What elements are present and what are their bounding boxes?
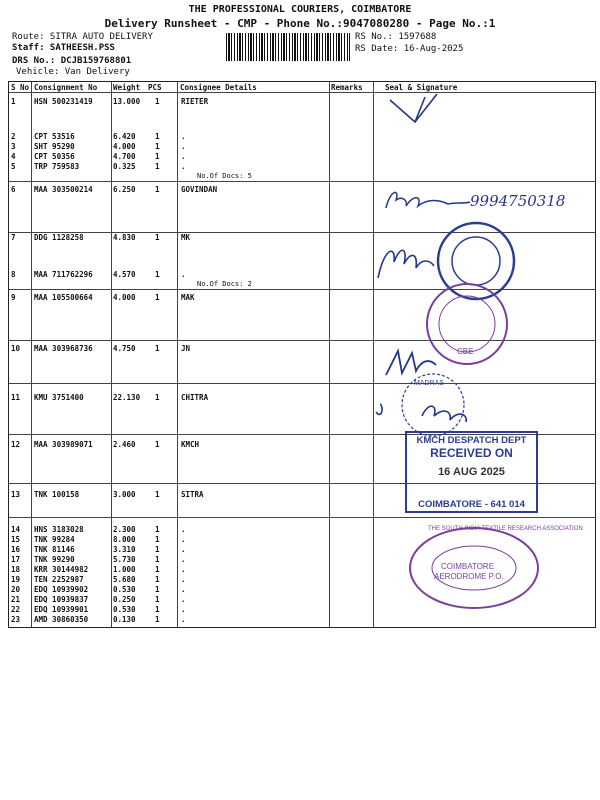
col-seal: Seal & Signature [385,83,458,92]
row-pcs: 1 [155,97,160,106]
row-consignee: . [181,565,186,574]
signature-govindan [382,186,472,212]
row-weight: 4.000 [113,142,136,151]
row-weight: 6.250 [113,185,136,194]
row-weight: 4.830 [113,233,136,242]
row-sno: 17 [11,555,21,564]
row-weight: 3.000 [113,490,136,499]
row-pcs: 1 [155,185,160,194]
col-consignment: Consignment No [34,83,98,92]
row-sno: 6 [11,185,16,194]
row-sno: 18 [11,565,21,574]
row-consignee: RIETER [181,97,209,106]
row-pcs: 1 [155,440,160,449]
kmch-stamp-city: COIMBATORE - 641 014 [418,499,525,510]
row-consignment: EDQ 10939901 [34,605,89,614]
row-sno: 16 [11,545,21,554]
row-consignment: TNK 81146 [34,545,75,554]
row-weight: 2.300 [113,525,136,534]
row-pcs: 1 [155,490,160,499]
row-pcs: 1 [155,525,160,534]
row-weight: 0.530 [113,605,136,614]
row-consignment: MAA 711762296 [34,270,93,279]
row-sno: 5 [11,162,16,171]
barcode [226,33,350,61]
handwritten-phone: 9994750318 [470,192,566,210]
row-sno: 11 [11,393,21,402]
row-consignment: DDG 1128258 [34,233,84,242]
row-pcs: 1 [155,565,160,574]
col-consignee: Consignee Details [180,83,257,92]
row-consignment: MAA 303500214 [34,185,93,194]
row-pcs: 1 [155,545,160,554]
row-pcs: 1 [155,585,160,594]
row-consignment: CPT 50356 [34,152,75,161]
row-pcs: 1 [155,132,160,141]
sitra-seal-center2: AERODROME P.O. [434,572,504,581]
row-weight: 8.000 [113,535,136,544]
row-sno: 4 [11,152,16,161]
row-pcs: 1 [155,615,160,624]
row-weight: 0.325 [113,162,136,171]
row-consignment: HNS 3183028 [34,525,84,534]
row-pcs: 1 [155,293,160,302]
row-weight: 0.130 [113,615,136,624]
row-pcs: 1 [155,555,160,564]
row-consignee: . [181,525,186,534]
row-consignment: AMD 30860350 [34,615,89,624]
row-pcs: 1 [155,393,160,402]
route-label: Route: SITRA AUTO DELIVERY [12,32,153,42]
col-remarks: Remarks [331,83,363,92]
row-consignment: TNK 100158 [34,490,80,499]
row-weight: 13.000 [113,97,141,106]
row-sno: 7 [11,233,16,242]
signature-chitra [372,398,502,428]
row-consignment: MAA 303989071 [34,440,93,449]
row-pcs: 1 [155,142,160,151]
row-consignment: MAA 105500664 [34,293,93,302]
row-sno: 15 [11,535,21,544]
row-weight: 4.700 [113,152,136,161]
row-consignee: KMCH [181,440,200,449]
row-consignee: . [181,142,186,151]
row-consignee: . [181,132,186,141]
row-weight: 5.680 [113,575,136,584]
docs-count-group1: No.Of Docs: 5 [197,172,252,180]
row-weight: 1.000 [113,565,136,574]
row-sno: 13 [11,490,21,499]
row-sno: 23 [11,615,21,624]
row-weight: 22.130 [113,393,141,402]
row-consignment: KRR 30144982 [34,565,89,574]
row-consignment: EDQ 10939902 [34,585,89,594]
row-consignee: JN [181,344,191,353]
row-sno: 20 [11,585,21,594]
row-pcs: 1 [155,605,160,614]
col-sno: S No [11,83,30,92]
row-consignment: EDQ 10939837 [34,595,89,604]
row-consignee: CHITRA [181,393,209,402]
row-weight: 4.570 [113,270,136,279]
row-consignee: GOVINDAN [181,185,218,194]
row-pcs: 1 [155,162,160,171]
kmch-stamp-line1: KMCH DESPATCH DEPT [416,435,527,446]
row-pcs: 1 [155,233,160,242]
row-weight: 3.310 [113,545,136,554]
signature-mk [374,238,438,284]
row-consignee: . [181,535,186,544]
drs-number: DRS No.: DCJB159768801 [12,56,132,66]
row-sno: 3 [11,142,16,151]
row-consignment: KMU 3751400 [34,393,84,402]
row-sno: 2 [11,132,16,141]
row-consignee: . [181,605,186,614]
docs-count-group2: No.Of Docs: 2 [197,280,252,288]
row-sno: 1 [11,97,16,106]
row-pcs: 1 [155,270,160,279]
row-weight: 4.750 [113,344,136,353]
row-consignee: . [181,152,186,161]
row-consignment: TNK 99284 [34,535,75,544]
row-pcs: 1 [155,595,160,604]
row-consignee: . [181,162,186,171]
row-weight: 2.460 [113,440,136,449]
row-weight: 0.250 [113,595,136,604]
rs-number: RS No.: 1597688 [355,32,437,42]
row-consignment: TRP 759583 [34,162,80,171]
row-consignee: SITRA [181,490,204,499]
row-weight: 0.530 [113,585,136,594]
row-pcs: 1 [155,344,160,353]
row-consignment: TNK 99290 [34,555,75,564]
row-sno: 9 [11,293,16,302]
row-consignment: MAA 303968736 [34,344,93,353]
row-sno: 12 [11,440,21,449]
row-pcs: 1 [155,152,160,161]
row-sno: 14 [11,525,21,534]
row-consignee: . [181,575,186,584]
kmch-stamp-line2: RECEIVED ON [430,446,513,460]
cbe-stamp-text: CBE [457,347,474,356]
row-sno: 19 [11,575,21,584]
row-sno: 8 [11,270,16,279]
row-sno: 10 [11,344,21,353]
row-consignment: HSN 500231419 [34,97,93,106]
kmch-received-stamp [405,431,538,513]
runsheet-subtitle: Delivery Runsheet - CMP - Phone No.:9047080280 - Page No.:1 [104,17,496,30]
row-consignee: . [181,545,186,554]
row-consignee: . [181,270,186,279]
row-consignee: MK [181,233,191,242]
signature-row1 [385,92,445,132]
sitra-seal-center1: COIMBATORE [441,562,495,571]
madras-stamp-text: MADRAS [414,380,444,387]
row-weight: 6.420 [113,132,136,141]
col-weight: Weight [113,83,141,92]
row-sno: 21 [11,595,21,604]
row-consignment: SHT 95290 [34,142,75,151]
col-pcs: PCS [148,83,162,92]
row-consignee: . [181,555,186,564]
row-consignment: CPT 53516 [34,132,75,141]
kmch-stamp-date: 16 AUG 2025 [438,466,505,478]
row-consignee: . [181,585,186,594]
row-sno: 22 [11,605,21,614]
row-weight: 5.730 [113,555,136,564]
row-pcs: 1 [155,575,160,584]
row-consignment: TEN 2252987 [34,575,84,584]
sitra-seal-ring-text: THE SOUTH INDIA TEXTILE RESEARCH ASSOCIATION [428,526,583,532]
row-weight: 4.000 [113,293,136,302]
page-title: THE PROFESSIONAL COURIERS, COIMBATORE [188,4,412,15]
row-consignee: MAK [181,293,195,302]
row-consignee: . [181,595,186,604]
rs-date: RS Date: 16-Aug-2025 [355,44,464,54]
row-pcs: 1 [155,535,160,544]
staff-label: Staff: SATHEESH.PSS [12,43,115,53]
row-consignee: . [181,615,186,624]
vehicle-label: Vehicle: Van Delivery [16,67,130,77]
